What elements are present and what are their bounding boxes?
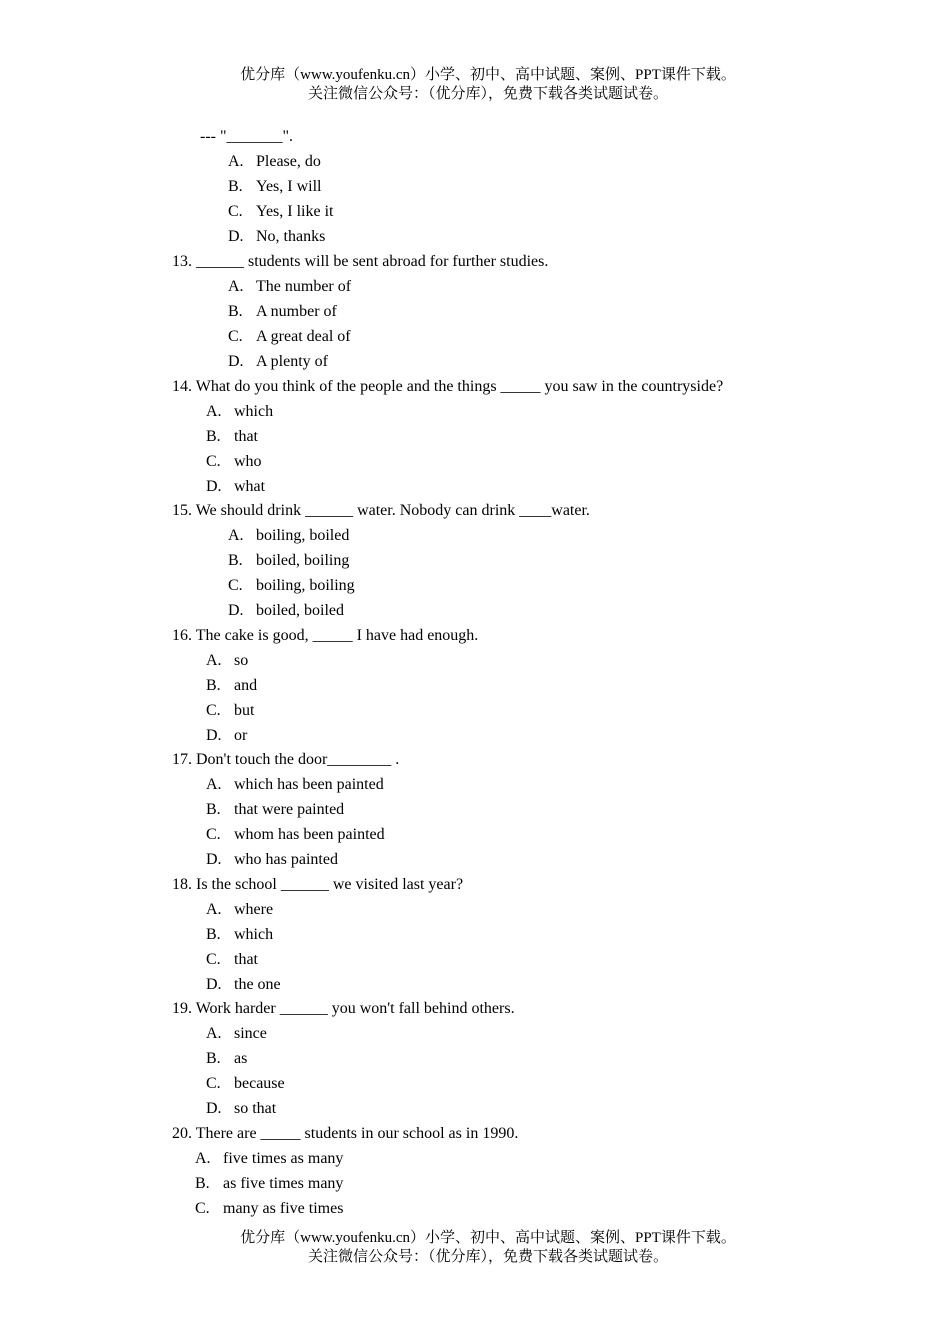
option-letter: A. xyxy=(206,776,222,793)
option-letter: B. xyxy=(206,926,221,943)
option xyxy=(228,523,349,548)
question-stem: 13. ______ students will be sent abroad for further studies. xyxy=(172,253,549,270)
option-letter: D. xyxy=(206,727,222,744)
option-letter: B. xyxy=(195,1175,210,1192)
option-text: but xyxy=(234,702,255,719)
question-stem: 14. What do you think of the people and the things _____ you saw in the countryside? xyxy=(172,378,724,395)
option-text: Please, do xyxy=(256,153,321,170)
option xyxy=(195,1146,343,1171)
option-letter: A. xyxy=(206,403,222,420)
option-letter: B. xyxy=(228,178,243,195)
option-text: A great deal of xyxy=(256,328,351,345)
option-text: what xyxy=(234,478,266,495)
option-text: that xyxy=(234,428,258,445)
option xyxy=(206,797,344,822)
option-letter: A. xyxy=(228,527,244,544)
option-letter: D. xyxy=(206,976,222,993)
option-text: that were painted xyxy=(234,801,345,818)
option xyxy=(206,897,273,922)
question-stem: 19. Work harder ______ you won't fall behind others. xyxy=(172,1000,515,1017)
option xyxy=(228,224,325,249)
option-text: whom has been painted xyxy=(234,826,385,843)
option xyxy=(206,922,273,947)
option xyxy=(228,598,344,623)
option-text: A plenty of xyxy=(256,353,328,370)
option xyxy=(206,723,247,748)
option xyxy=(195,1171,343,1196)
option xyxy=(206,822,385,847)
option-text: boiling, boiled xyxy=(256,527,350,544)
option-letter: C. xyxy=(206,453,221,470)
option-text: which has been painted xyxy=(234,776,384,793)
option-letter: A. xyxy=(195,1150,211,1167)
option-text: the one xyxy=(234,976,281,993)
option-text: boiling, boiling xyxy=(256,577,355,594)
option xyxy=(206,474,265,499)
option-text: who has painted xyxy=(234,851,338,868)
option xyxy=(228,174,322,199)
option-text: No, thanks xyxy=(256,228,326,245)
option xyxy=(206,1096,276,1121)
option-text: or xyxy=(234,727,248,744)
option-letter: C. xyxy=(195,1200,210,1217)
option xyxy=(228,299,337,324)
option-letter: A. xyxy=(228,153,244,170)
option-text: because xyxy=(234,1075,285,1092)
option xyxy=(228,573,355,598)
page-header xyxy=(0,66,950,104)
option-text: Yes, I like it xyxy=(256,203,334,220)
option xyxy=(228,324,351,349)
option-letter: C. xyxy=(228,577,243,594)
option xyxy=(206,1071,285,1096)
option xyxy=(206,1046,247,1071)
option-text: many as five times xyxy=(223,1200,344,1217)
question-stem: 15. We should drink ______ water. Nobody can drink ____water. xyxy=(172,502,590,519)
option xyxy=(206,424,258,449)
option-text: as five times many xyxy=(223,1175,344,1192)
option-text: boiled, boiled xyxy=(256,602,344,619)
option xyxy=(228,199,334,224)
question-stem: 16. The cake is good, _____ I have had enough. xyxy=(172,627,479,644)
option xyxy=(206,698,254,723)
option-letter: A. xyxy=(206,901,222,918)
option-text: Yes, I will xyxy=(256,178,322,195)
option xyxy=(228,349,328,374)
option-text: which xyxy=(234,926,274,943)
option-letter: C. xyxy=(228,328,243,345)
option-text: and xyxy=(234,677,258,694)
option-letter: A. xyxy=(206,1025,222,1042)
option xyxy=(228,149,321,174)
option-text: A number of xyxy=(256,303,337,320)
option-text: five times as many xyxy=(223,1150,344,1167)
option xyxy=(206,673,257,698)
option xyxy=(228,548,349,573)
option xyxy=(206,1021,267,1046)
option-letter: D. xyxy=(206,851,222,868)
header-line-1: 优分库（www.youfenku.cn）小学、初中、高中试题、案例、PPT课件下载。 xyxy=(240,67,736,83)
option-letter: A. xyxy=(206,652,222,669)
option-letter: D. xyxy=(228,602,244,619)
option-letter: B. xyxy=(228,552,243,569)
option-text: so that xyxy=(234,1100,277,1117)
option-letter: C. xyxy=(206,1075,221,1092)
footer-line-1: 优分库（www.youfenku.cn）小学、初中、高中试题、案例、PPT课件下载。 xyxy=(240,1230,736,1246)
option xyxy=(206,847,338,872)
option-text: who xyxy=(234,453,262,470)
option xyxy=(206,772,384,797)
option-letter: B. xyxy=(206,677,221,694)
option xyxy=(228,274,351,299)
option xyxy=(206,972,281,997)
option xyxy=(206,449,262,474)
option-letter: D. xyxy=(228,228,244,245)
option xyxy=(206,648,248,673)
option-text: which xyxy=(234,403,274,420)
option xyxy=(206,947,258,972)
option-text: since xyxy=(234,1025,267,1042)
question-stem-continuation: --- "_______". xyxy=(200,128,294,145)
option-letter: C. xyxy=(206,826,221,843)
option xyxy=(195,1196,343,1221)
option-letter: B. xyxy=(206,1050,221,1067)
option-letter: C. xyxy=(206,951,221,968)
option-text: as xyxy=(234,1050,248,1067)
option-letter: C. xyxy=(206,702,221,719)
option-letter: D. xyxy=(206,1100,222,1117)
question-stem: 18. Is the school ______ we visited last year? xyxy=(172,876,464,893)
option-text: The number of xyxy=(256,278,352,295)
option-letter: B. xyxy=(206,801,221,818)
option-letter: D. xyxy=(228,353,244,370)
option-letter: B. xyxy=(228,303,243,320)
option-letter: D. xyxy=(206,478,222,495)
option-letter: A. xyxy=(228,278,244,295)
option-text: where xyxy=(234,901,274,918)
option-letter: B. xyxy=(206,428,221,445)
footer-line-2: 关注微信公众号：（优分库），免费下载各类试题试卷。 xyxy=(307,1249,668,1265)
question-stem: 20. There are _____ students in our school as in 1990. xyxy=(172,1125,519,1142)
option xyxy=(206,399,273,424)
option-letter: C. xyxy=(228,203,243,220)
question-stem: 17. Don't touch the door________ . xyxy=(172,751,400,768)
header-line-2: 关注微信公众号：（优分库），免费下载各类试题试卷。 xyxy=(307,86,668,102)
option-text: so xyxy=(234,652,249,669)
page-footer xyxy=(0,1229,950,1267)
option-text: boiled, boiling xyxy=(256,552,350,569)
option-text: that xyxy=(234,951,258,968)
